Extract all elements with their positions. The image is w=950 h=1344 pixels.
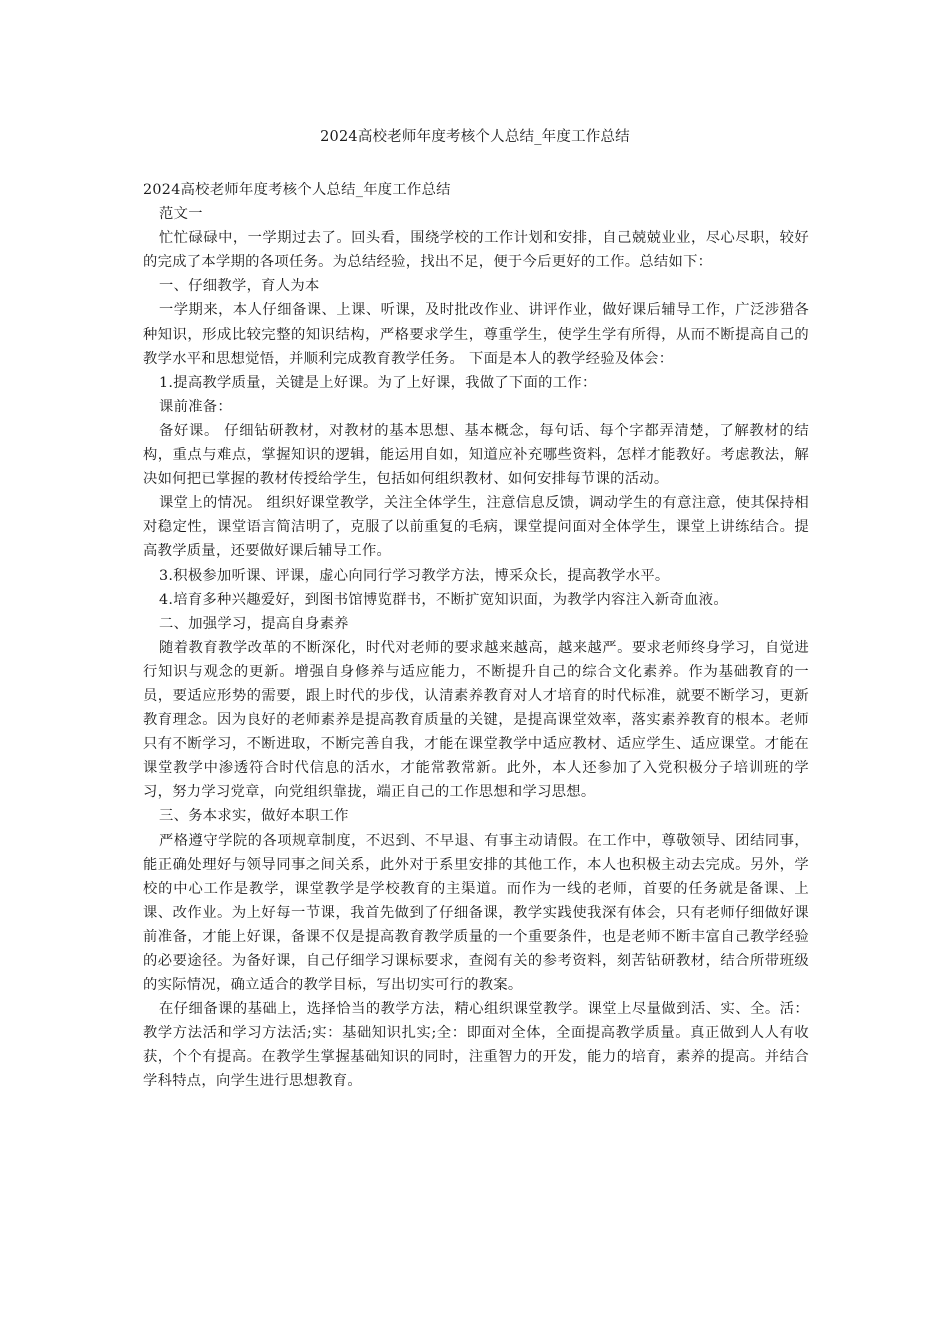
section-heading-1: 一、仔细教学，育人为本 — [159, 278, 320, 295]
paragraph: 在仔细备课的基础上，选择恰当的教学方法，精心组织课堂教学。课堂上尽量做到活、实、全。活：教学方法活和学习方法活;实：基础知识扎实;全：即面对全体，全面提高教学质量。真正做到人人有收获，个个有提高。在教学生掌握基础知识的同时，注重智力的开发，能力的培育，素养的提高。并结合学科特点，向学生进行思想教育。 — [143, 1001, 809, 1090]
document-title: 2024高校老师年度考核个人总结_年度工作总结 — [320, 129, 630, 145]
paragraph: 备好课。 仔细钻研教材，对教材的基本思想、基本概念，每句话、每个字都弄清楚，了解教材的结构，重点与难点，掌握知识的逻辑，能运用自如，知道应补充哪些资料，怎样才能教好。考虑教法，解决如何把已掌握的教材传授给学生，包括如何组织教材、如何安排每节课的活动。 — [143, 422, 809, 488]
paragraph: 随着教育教学改革的不断深化，时代对老师的要求越来越高，越来越严。要求老师终身学习，自觉进行知识与观念的更新。增强自身修养与适应能力，不断提升自己的综合文化素养。作为基础教育的一员，要适应形势的需要，跟上时代的步伐，认清素养教育对人才培育的时代标准，就要不断学习，更新教育理念。因为良好的老师素养是提高教育质量的关键，是提高课堂效率，落实素养教育的根本。老师只有不断学习，不断进取，不断完善自我，才能在课堂教学中适应教材、适应学生、适应课堂。才能在课堂教学中渗透符合时代信息的活水，才能常教常新。此外，本人还参加了入党积极分子培训班的学习，努力学习党章，向党组织靠拢，端正自己的工作思想和学习思想。 — [143, 639, 809, 801]
list-item: 4.培育多种兴趣爱好，到图书馆博览群书，不断扩宽知识面，为教学内容注入新奇血液。 — [159, 591, 728, 608]
body-heading: 2024高校老师年度考核个人总结_年度工作总结 — [143, 182, 451, 198]
document-body — [143, 178, 809, 1094]
list-item: 3.积极参加听课、评课，虚心向同行学习教学方法，博采众长，提高教学水平。 — [159, 567, 670, 584]
paragraph: 严格遵守学院的各项规章制度，不迟到、不早退、有事主动请假。在工作中，尊敬领导、团结同事，能正确处理好与领导同事之间关系，此外对于系里安排的其他工作，本人也积极主动去完成。另外，学校的中心工作是教学，课堂教学是学校教育的主渠道。而作为一线的老师，首要的任务就是备课、上课、改作业。为上好每一节课，我首先做到了仔细备课，教学实践使我深有体会，只有老师仔细做好课前准备，才能上好课，备课不仅是提高教育教学质量的一个重要条件，也是老师不断丰富自己教学经验的必要途径。为备好课，自己仔细学习课标要求，查阅有关的参考资料，刻苦钻研教材，结合所带班级的实际情况，确立适合的教学目标，写出切实可行的教案。 — [143, 832, 809, 994]
sub-heading: 课前准备： — [159, 398, 232, 415]
section-heading-2: 二、加强学习，提高自身素养 — [159, 615, 349, 632]
paragraph: 一学期来，本人仔细备课、上课、听课，及时批改作业、讲评作业，做好课后辅导工作，广泛涉猎各种知识，形成比较完整的知识结构，严格要求学生，尊重学生，使学生学有所得，从而不断提高自己的教学水平和思想觉悟，并顺利完成教育教学任务。 下面是本人的教学经验及体会： — [143, 302, 809, 367]
sample-label: 范文一 — [159, 206, 203, 223]
section-heading-3: 三、务本求实，做好本职工作 — [159, 808, 349, 825]
list-item: 1.提高教学质量，关键是上好课。为了上好课，我做了下面的工作： — [159, 374, 597, 391]
paragraph: 课堂上的情况。 组织好课堂教学，关注全体学生，注意信息反馈，调动学生的有意注意，使其保持相对稳定性，课堂语言简洁明了，克服了以前重复的毛病，课堂提问面对全体学生，课堂上讲练结合。提高教学质量，还要做好课后辅导工作。 — [143, 495, 809, 560]
paragraph-intro: 忙忙碌碌中，一学期过去了。回头看，围绕学校的工作计划和安排，自己兢兢业业，尽心尽职，较好的完成了本学期的各项任务。为总结经验，找出不足，便于今后更好的工作。总结如下： — [143, 230, 809, 271]
